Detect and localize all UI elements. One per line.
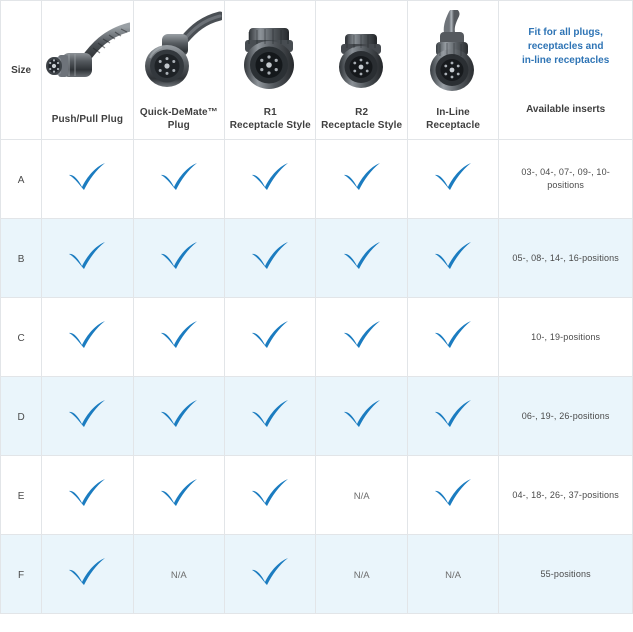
cell-size bbox=[1, 298, 42, 377]
header-label-available-inserts: Available inserts bbox=[526, 103, 606, 115]
check-mark-icon bbox=[159, 162, 199, 192]
cell-r2 bbox=[316, 140, 407, 219]
cell-pushpull bbox=[42, 140, 133, 219]
quick-demate-plug-icon bbox=[136, 10, 222, 100]
cell-r2 bbox=[316, 456, 407, 535]
cell-inline bbox=[407, 298, 498, 377]
inserts-text: 06-, 19-, 26-positions bbox=[521, 410, 610, 421]
inserts-text: 10-, 19-positions bbox=[531, 331, 601, 342]
table-row bbox=[1, 377, 633, 456]
header-cell-size bbox=[1, 1, 42, 140]
check-mark-icon bbox=[433, 241, 473, 271]
cell-size bbox=[1, 535, 42, 614]
cell-size bbox=[1, 456, 42, 535]
cell-r1 bbox=[225, 219, 316, 298]
not-available-label: N/A bbox=[353, 491, 370, 502]
inserts-text: 05-, 08-, 14-, 16-positions bbox=[512, 252, 619, 263]
inserts-text: 04-, 18-, 26-, 37-positions bbox=[512, 489, 619, 500]
check-mark-icon bbox=[342, 241, 382, 271]
inserts-text: 03-, 04-, 07-, 09-, 10-positions bbox=[521, 167, 610, 190]
header-cell-available-inserts bbox=[499, 1, 633, 140]
table-row bbox=[1, 219, 633, 298]
r2-receptacle-photo bbox=[316, 8, 406, 106]
quick-demate-plug-photo bbox=[134, 8, 224, 106]
size-letter: B bbox=[17, 254, 25, 265]
check-mark-icon bbox=[67, 162, 107, 192]
check-mark-icon bbox=[250, 162, 290, 192]
check-mark-icon bbox=[250, 478, 290, 508]
size-letter: E bbox=[17, 491, 25, 502]
cell-pushpull bbox=[42, 219, 133, 298]
header-label-r2-line2: Receptacle Style bbox=[321, 120, 403, 131]
header-label-r2-receptacle bbox=[316, 106, 406, 132]
cell-r1 bbox=[225, 298, 316, 377]
header-label-push-pull-plug: Push/Pull Plug bbox=[51, 113, 124, 125]
cell-quickdemate bbox=[133, 456, 224, 535]
check-mark-icon bbox=[342, 320, 382, 350]
check-mark-icon bbox=[67, 557, 107, 587]
cell-r2 bbox=[316, 377, 407, 456]
cell-pushpull bbox=[42, 298, 133, 377]
table-header-row bbox=[1, 1, 633, 140]
check-mark-icon bbox=[159, 399, 199, 429]
header-cell-push-pull-plug bbox=[42, 1, 133, 140]
cell-inline bbox=[407, 456, 498, 535]
cell-quickdemate bbox=[133, 140, 224, 219]
cell-r1 bbox=[225, 456, 316, 535]
cell-pushpull bbox=[42, 456, 133, 535]
cell-available-inserts bbox=[499, 535, 633, 614]
check-mark-icon bbox=[433, 399, 473, 429]
cell-quickdemate bbox=[133, 219, 224, 298]
header-label-in-line-line2: Receptacle bbox=[426, 120, 480, 131]
header-cell-in-line-receptacle bbox=[407, 1, 498, 140]
not-available-label: N/A bbox=[353, 570, 370, 581]
not-available-label: N/A bbox=[445, 570, 461, 581]
table-body bbox=[1, 140, 633, 614]
cell-available-inserts bbox=[499, 377, 633, 456]
size-letter: D bbox=[17, 412, 25, 423]
header-label-r1-receptacle bbox=[225, 106, 315, 132]
cell-quickdemate bbox=[133, 535, 224, 614]
cell-inline bbox=[407, 219, 498, 298]
header-label-quick-demate-line1: Quick-DeMate™ bbox=[139, 107, 218, 118]
header-cell-r1-receptacle bbox=[225, 1, 316, 140]
cell-r1 bbox=[225, 535, 316, 614]
check-mark-icon bbox=[342, 162, 382, 192]
header-cell-quick-demate-plug bbox=[133, 1, 224, 140]
header-label-in-line-line1: In-Line bbox=[436, 107, 470, 118]
header-cell-r2-receptacle bbox=[316, 1, 407, 140]
fit-note-line2: receptacles and bbox=[527, 40, 604, 52]
check-mark-icon bbox=[67, 478, 107, 508]
check-mark-icon bbox=[342, 399, 382, 429]
push-pull-plug-icon bbox=[44, 17, 130, 107]
cell-r2 bbox=[316, 219, 407, 298]
header-label-size: Size bbox=[11, 64, 32, 76]
check-mark-icon bbox=[250, 557, 290, 587]
fit-note-line1: Fit for all plugs, bbox=[528, 26, 603, 38]
header-label-quick-demate-plug bbox=[134, 106, 224, 132]
cell-quickdemate bbox=[133, 377, 224, 456]
r2-receptacle-icon bbox=[319, 10, 405, 100]
cell-available-inserts bbox=[499, 456, 633, 535]
push-pull-plug-photo bbox=[42, 15, 132, 113]
cell-inline bbox=[407, 535, 498, 614]
check-mark-icon bbox=[159, 241, 199, 271]
header-title-fit-note bbox=[499, 26, 632, 68]
cell-r2 bbox=[316, 535, 407, 614]
check-mark-icon bbox=[433, 320, 473, 350]
in-line-receptacle-photo bbox=[408, 8, 498, 106]
cell-pushpull bbox=[42, 535, 133, 614]
check-mark-icon bbox=[433, 478, 473, 508]
check-mark-icon bbox=[433, 162, 473, 192]
cell-pushpull bbox=[42, 377, 133, 456]
cell-available-inserts bbox=[499, 219, 633, 298]
cell-quickdemate bbox=[133, 298, 224, 377]
header-label-in-line-receptacle bbox=[408, 106, 498, 132]
cell-available-inserts bbox=[499, 140, 633, 219]
cell-r2 bbox=[316, 298, 407, 377]
table-row bbox=[1, 535, 633, 614]
cell-available-inserts bbox=[499, 298, 633, 377]
check-mark-icon bbox=[159, 320, 199, 350]
table-row bbox=[1, 298, 633, 377]
table-row bbox=[1, 456, 633, 535]
table-row bbox=[1, 140, 633, 219]
size-letter: A bbox=[17, 175, 25, 186]
check-mark-icon bbox=[250, 399, 290, 429]
in-line-receptacle-icon bbox=[410, 10, 496, 100]
fit-note-line3: in-line receptacles bbox=[522, 54, 610, 66]
cell-r1 bbox=[225, 140, 316, 219]
size-letter: C bbox=[17, 333, 25, 344]
header-label-r1-line2: Receptacle Style bbox=[229, 120, 311, 131]
cell-inline bbox=[407, 377, 498, 456]
check-mark-icon bbox=[250, 241, 290, 271]
cell-inline bbox=[407, 140, 498, 219]
r1-receptacle-icon bbox=[227, 10, 313, 100]
cell-size bbox=[1, 219, 42, 298]
cell-size bbox=[1, 377, 42, 456]
cell-r1 bbox=[225, 377, 316, 456]
check-mark-icon bbox=[159, 478, 199, 508]
check-mark-icon bbox=[250, 320, 290, 350]
r1-receptacle-photo bbox=[225, 8, 315, 106]
check-mark-icon bbox=[67, 399, 107, 429]
header-label-quick-demate-line2: Plug bbox=[167, 120, 190, 131]
header-label-r1-line1: R1 bbox=[263, 107, 277, 118]
inserts-text: 55-positions bbox=[540, 568, 591, 579]
cell-size bbox=[1, 140, 42, 219]
check-mark-icon bbox=[67, 320, 107, 350]
check-mark-icon bbox=[67, 241, 107, 271]
size-letter: F bbox=[18, 570, 25, 581]
header-label-r2-line1: R2 bbox=[355, 107, 369, 118]
not-available-label: N/A bbox=[170, 570, 187, 581]
